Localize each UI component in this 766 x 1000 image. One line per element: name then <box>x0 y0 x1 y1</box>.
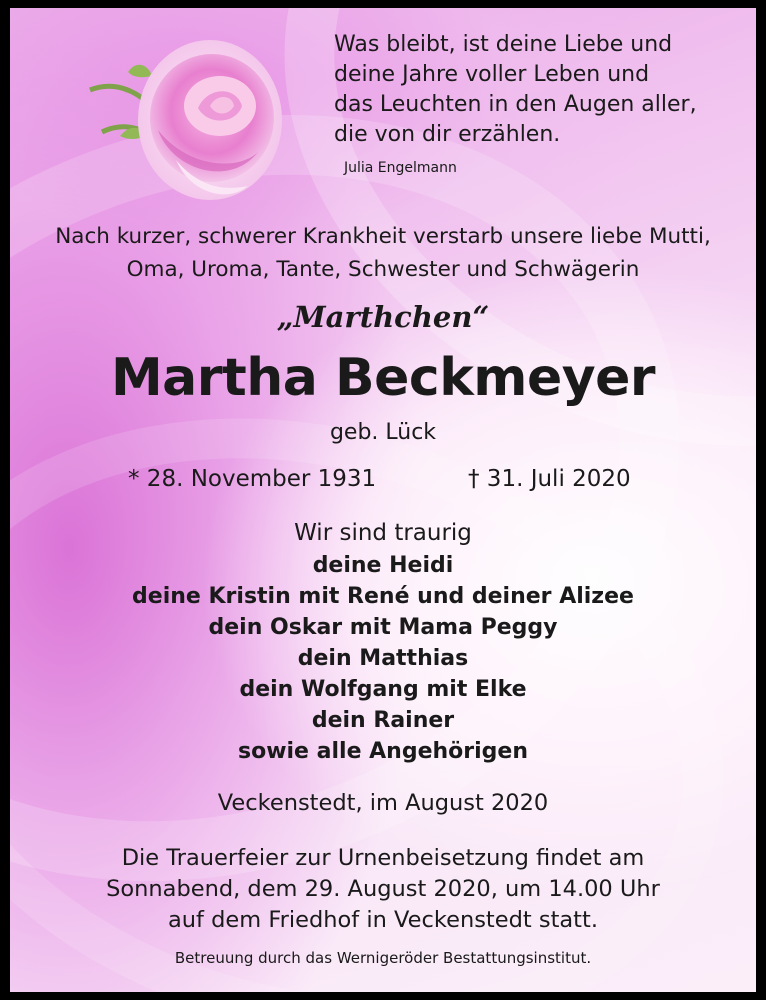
mourner-name: dein Matthias <box>297 646 469 671</box>
mourners-heading: Wir sind traurig <box>294 520 472 546</box>
service-line: Die Trauerfeier zur Urnenbeisetzung findet am <box>121 845 645 871</box>
quote-line: das Leuchten in den Augen aller, <box>334 92 697 117</box>
mourner-name: sowie alle Angehörigen <box>237 739 529 764</box>
quote-line: die von dir erzählen. <box>334 122 561 147</box>
mourner-name: deine Kristin mit René und deiner Alizee <box>132 584 634 609</box>
intro-text <box>10 220 756 286</box>
mourners-list <box>10 550 756 767</box>
mourner-name: deine Heidi <box>312 553 454 578</box>
deceased-name: Martha Beckmeyer <box>110 348 656 408</box>
mourner-name: dein Wolfgang mit Elke <box>239 677 527 702</box>
quote-author: Julia Engelmann <box>344 160 457 176</box>
intro-line: Oma, Uroma, Tante, Schwester und Schwägerin <box>126 257 640 282</box>
obituary-notice <box>10 8 756 992</box>
mourner-name: dein Rainer <box>311 708 455 733</box>
intro-line: Nach kurzer, schwerer Krankheit verstarb unsere liebe Mutti, <box>55 224 711 249</box>
quote <box>334 30 697 150</box>
quote-line: deine Jahre voller Leben und <box>334 62 650 87</box>
service-line: auf dem Friedhof in Veckenstedt statt. <box>168 907 598 933</box>
maiden-name: geb. Lück <box>329 420 437 445</box>
funeral-service-info <box>10 843 756 936</box>
quote-line: Was bleibt, ist deine Liebe und <box>334 32 673 57</box>
undertaker-note: Betreuung durch das Wernigeröder Bestattungsinstitut. <box>174 949 592 967</box>
deceased-nickname: „Marthchen“ <box>276 300 490 334</box>
place-date: Veckenstedt, im August 2020 <box>217 790 549 816</box>
death-date: † 31. Juli 2020 <box>468 466 631 492</box>
mourner-name: dein Oskar mit Mama Peggy <box>208 615 558 640</box>
birth-date: * 28. November 1931 <box>128 466 377 492</box>
service-line: Sonnabend, dem 29. August 2020, um 14.00 Uhr <box>106 876 660 902</box>
rose-image <box>80 20 290 210</box>
